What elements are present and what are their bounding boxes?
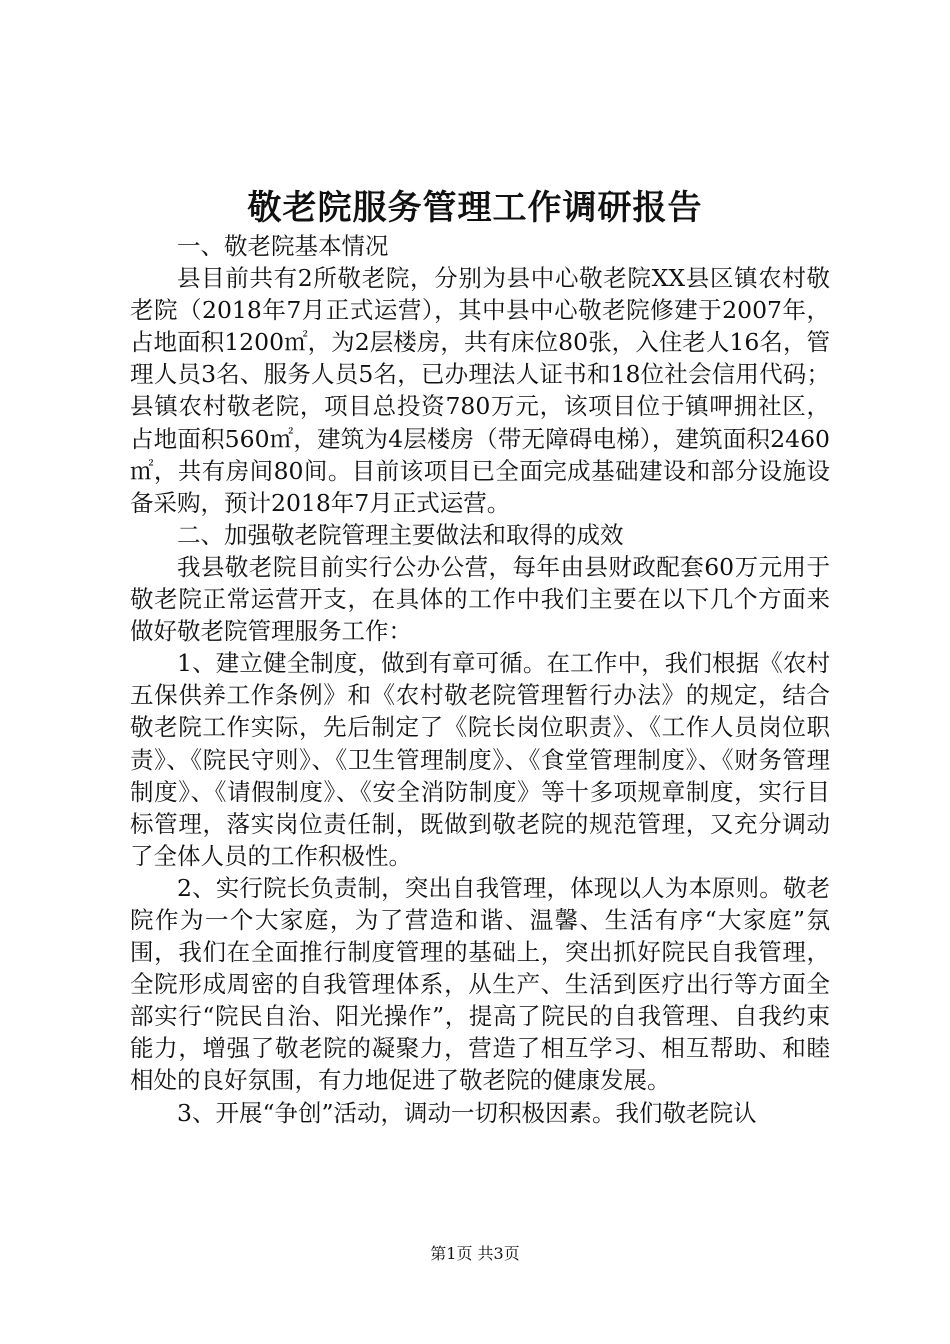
body-paragraph: 我县敬老院目前实行公办公营，每年由县财政配套60万元用于敬老院正常运营开支，在具体的工作中我们主要在以下几个方面来做好敬老院管理服务工作： [130,552,830,646]
document-body [130,230,830,1129]
body-paragraph: 县目前共有2所敬老院，分别为县中心敬老院XX县区镇农村敬老院（2018年7月正式运营），其中县中心敬老院修建于2007年，占地面积1200㎡，为2层楼房，共有床位80张，入住老人16名，管理人员3名、服务人员5名，已办理法人证书和18位社会信用代码；县镇农村敬老院，项目总投资780万元，该项目位于镇呷拥社区，占地面积560㎡，建筑为4层楼房（带无障碍电梯），建筑面积2460㎡，共有房间80间。目前该项目已全面完成基础建设和部分设施设备采购，预计2018年7月正式运营。 [130,264,830,517]
section-heading: 二、加强敬老院管理主要做法和取得的成效 [177,520,624,549]
body-paragraph: 3、开展“争创”活动，调动一切积极因素。我们敬老院认 [177,1098,757,1127]
body-paragraph: 1、建立健全制度，做到有章可循。在工作中，我们根据《农村五保供养工作条例》和《农村敬老院管理暂行办法》的规定，结合敬老院工作实际，先后制定了《院长岗位职责》、《工作人员岗位职责》、《院民守则》、《卫生管理制度》、《食堂管理制度》、《财务管理制度》、《请假制度》、《安全消防制度》等十多项规章制度，实行目标管理，落实岗位责任制，既做到敬老院的规范管理，又充分调动了全体人员的工作积极性。 [130,649,830,870]
section-heading: 一、敬老院基本情况 [177,232,389,260]
page-number-footer: 第1页 共3页 [430,1244,520,1263]
document-title: 敬老院服务管理工作调研报告 [247,188,703,228]
body-paragraph: 2、实行院长负责制，突出自我管理，体现以人为本原则。敬老院作为一个大家庭，为了营造和谐、温馨、生活有序“大家庭”氛围，我们在全面推行制度管理的基础上，突出抓好院民自我管理，全院形成周密的自我管理体系，从生产、生活到医疗出行等方面全部实行“院民自治、阳光操作”，提高了院民的自我管理、自我约束能力，增强了敬老院的凝聚力，营造了相互学习、相互帮助、和睦相处的良好氛围，有力地促进了敬老院的健康发展。 [130,873,830,1095]
